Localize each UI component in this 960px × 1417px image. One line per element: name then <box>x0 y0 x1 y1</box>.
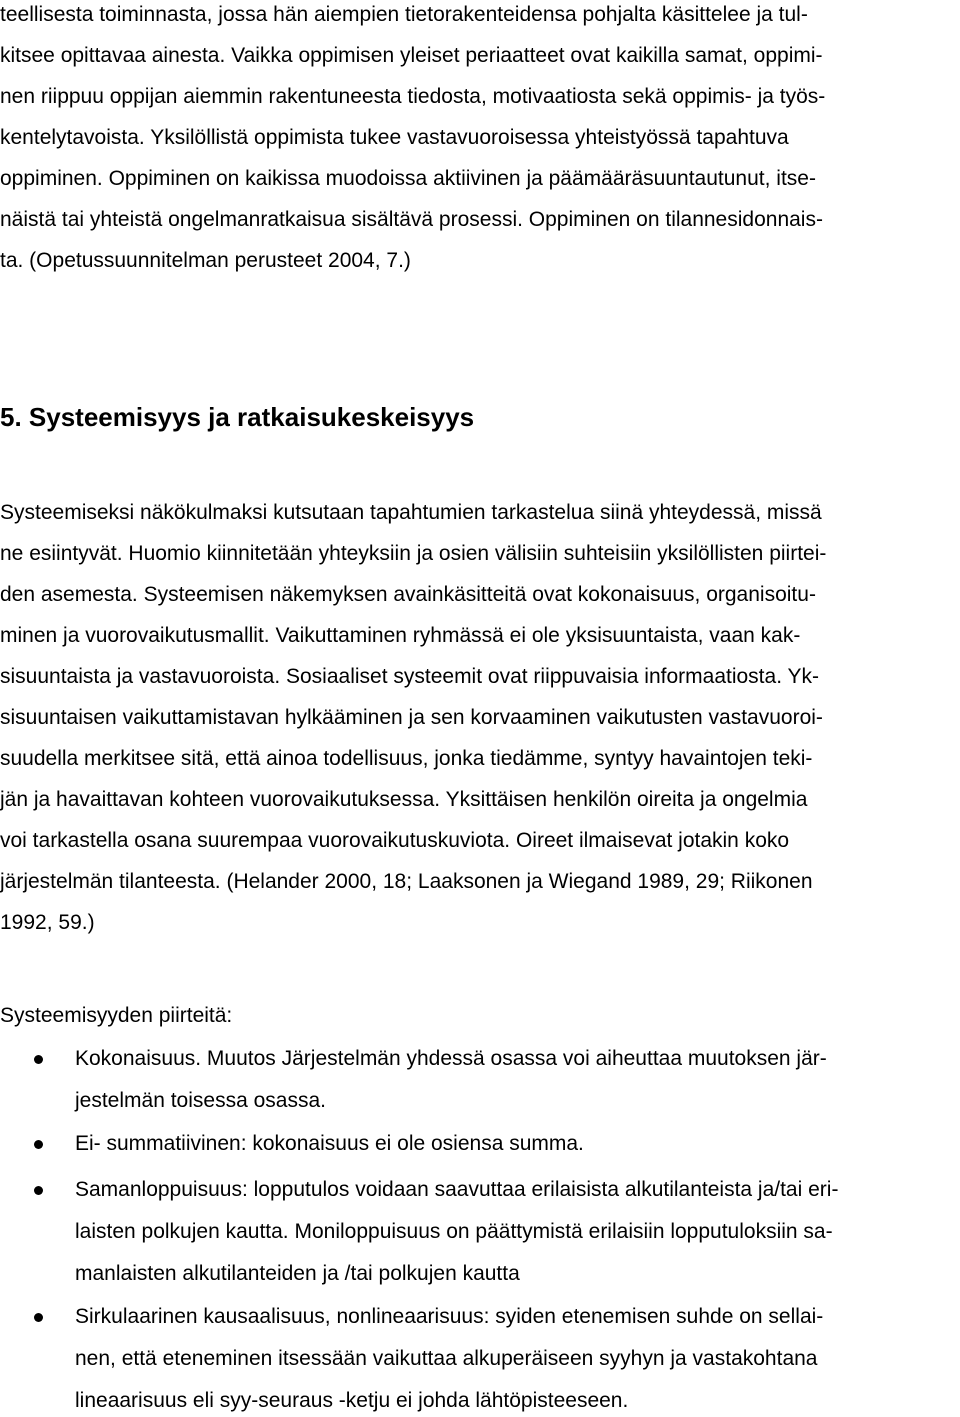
bullet-icon <box>34 1055 43 1064</box>
text-line: jän ja havaittavan kohteen vuorovaikutuksessa. Yksittäisen henkilön oireita ja ongelmia <box>0 788 808 811</box>
text-line: Systeemiseksi näkökulmaksi kutsutaan tapahtumien tarkastelua siinä yhteydessä, missä <box>0 501 822 524</box>
text-line: minen ja vuorovaikutusmallit. Vaikuttaminen ryhmässä ei ole yksisuuntaista, vaan kak- <box>0 624 801 647</box>
list-item-line: Samanloppuisuus: lopputulos voidaan saavuttaa erilaisista alkutilanteista ja/tai eri- <box>75 1178 839 1201</box>
list-item-line: lineaarisuus eli syy-seuraus -ketju ei johda lähtöpisteeseen. <box>75 1389 629 1412</box>
bullet-icon <box>34 1140 43 1149</box>
text-line: den asemesta. Systeemisen näkemyksen avainkäsitteitä ovat kokonaisuus, organisoitu- <box>0 583 816 606</box>
bullet-icon <box>34 1313 43 1322</box>
text-line: järjestelmän tilanteesta. (Helander 2000, 18; Laaksonen ja Wiegand 1989, 29; Riikonen <box>0 870 813 893</box>
text-line: voi tarkastella osana suurempaa vuorovaikutuskuviota. Oireet ilmaisevat jotakin koko <box>0 829 790 852</box>
text-line: kitsee opittavaa ainesta. Vaikka oppimisen yleiset periaatteet ovat kaikilla samat, oppimi- <box>0 44 823 67</box>
text-line: ne esiintyvät. Huomio kiinnitetään yhteyksiin ja osien välisiin suhteisiin yksilöllisten piirtei- <box>0 542 827 565</box>
list-item-line: manlaisten alkutilanteiden ja /tai polkujen kautta <box>75 1262 520 1285</box>
text-line: kentelytavoista. Yksilöllistä oppimista tukee vastavuoroisessa yhteistyössä tapahtuva <box>0 126 789 149</box>
text-line: nen riippuu oppijan aiemmin rakentuneesta tiedosta, motivaatiosta sekä oppimis- ja työs- <box>0 85 826 108</box>
section-heading: 5. Systeemisyys ja ratkaisukeskeisyys <box>0 402 475 432</box>
list-item-line: Ei- summatiivinen: kokonaisuus ei ole osiensa summa. <box>75 1132 584 1155</box>
text-line: sisuuntaista ja vastavuoroista. Sosiaaliset systeemit ovat riippuvaisia informaatiosta. Yk- <box>0 665 819 688</box>
list-title: Systeemisyyden piirteitä: <box>0 1004 233 1027</box>
bullet-icon <box>34 1186 43 1195</box>
text-line: näistä tai yhteistä ongelmanratkaisua sisältävä prosessi. Oppiminen on tilannesidonnais- <box>0 208 823 231</box>
list-item-line: Sirkulaarinen kausaalisuus, nonlineaarisuus: syiden etenemisen suhde on sellai- <box>75 1305 824 1328</box>
list-item-line: jestelmän toisessa osassa. <box>75 1089 326 1112</box>
text-line: ta. (Opetussuunnitelman perusteet 2004, 7.) <box>0 249 411 272</box>
list-item-line: nen, että eteneminen itsessään vaikuttaa alkuperäiseen syyhyn ja vastakohtana <box>75 1347 818 1370</box>
text-line: 1992, 59.) <box>0 911 95 934</box>
text-line: teellisesta toiminnasta, jossa hän aiempien tietorakenteidensa pohjalta käsittelee ja tul- <box>0 3 808 26</box>
text-line: suudella merkitsee sitä, että ainoa todellisuus, jonka tiedämme, syntyy havaintojen teki- <box>0 747 813 770</box>
text-line: oppiminen. Oppiminen on kaikissa muodoissa aktiivinen ja päämääräsuuntautunut, itse- <box>0 167 816 190</box>
list-item-line: Kokonaisuus. Muutos Järjestelmän yhdessä osassa voi aiheuttaa muutoksen jär- <box>75 1047 827 1070</box>
text-line: sisuuntaisen vaikuttamistavan hylkääminen ja sen korvaaminen vaikutusten vastavuoroi- <box>0 706 823 729</box>
list-item-line: laisten polkujen kautta. Moniloppuisuus on päättymistä erilaisiin lopputuloksiin sa- <box>75 1220 833 1243</box>
